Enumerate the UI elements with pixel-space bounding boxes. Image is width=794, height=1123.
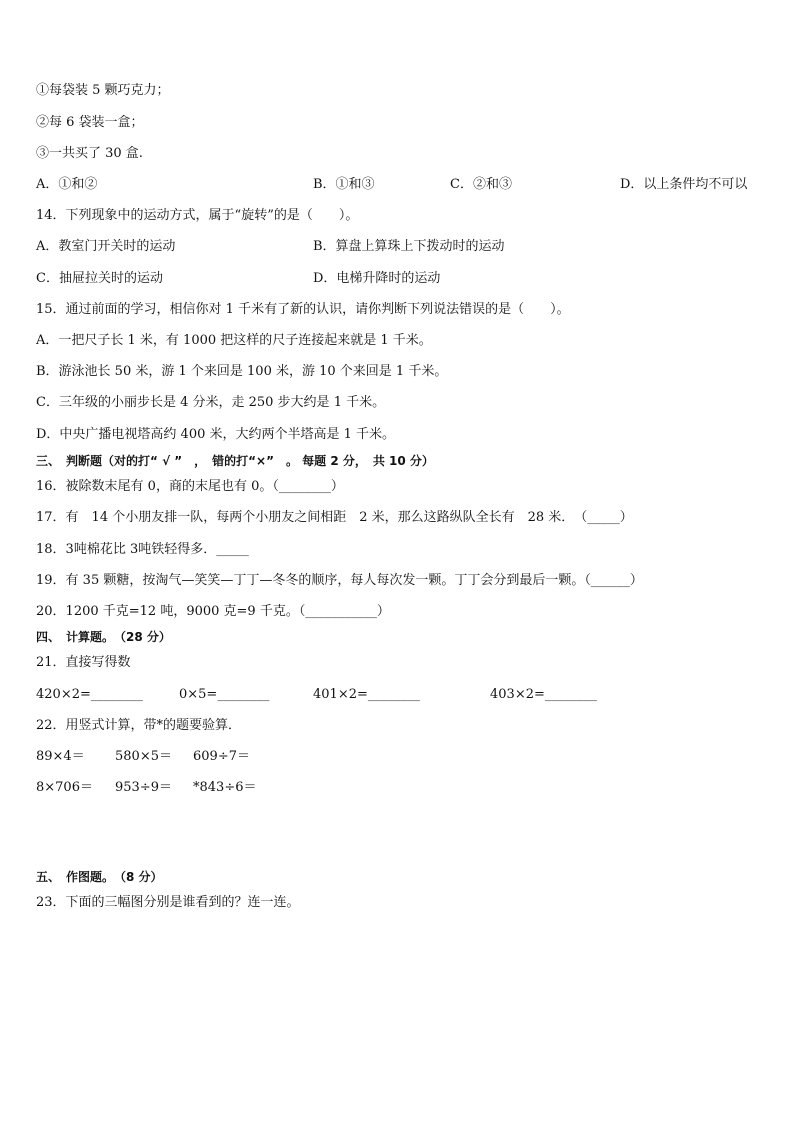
q20: 20．1200 千克=12 吨，9000 克=9 千克。（___________） bbox=[36, 604, 390, 619]
q21-item: 403×2=________ bbox=[490, 687, 597, 702]
q21-item: 420×2=________ bbox=[36, 687, 143, 702]
line-q13-cond2: ②每 6 袋装一盒； bbox=[36, 115, 144, 130]
q22-item: 953÷9＝ bbox=[115, 780, 172, 795]
q14-option-a: A．教室门开关时的运动 bbox=[36, 239, 176, 254]
q21-item: 401×2=________ bbox=[313, 687, 420, 702]
q17: 17．有 14 个小朋友排一队，每两个小朋友之间相距 2 米，那么这路纵队全长有 28 米． （_____） bbox=[36, 510, 633, 525]
q22-item: *843÷6＝ bbox=[193, 780, 257, 795]
q21-item: 0×5=________ bbox=[179, 687, 270, 702]
q13-option-b: B．①和③ bbox=[313, 177, 375, 192]
q23-stem: 23．下面的三幅图分别是谁看到的？连一连。 bbox=[36, 895, 300, 910]
line-q13-cond1: ①每袋装 5 颗巧克力； bbox=[36, 83, 170, 98]
section-3-heading: 三、 判断题（对的打“ √ ” ， 错的打“×” 。 每题 2 分， 共 10 分） bbox=[36, 454, 434, 468]
q22-item: 609÷7＝ bbox=[193, 749, 250, 764]
q14-stem: 14．下列现象中的运动方式，属于“旋转”的是（ ）。 bbox=[36, 208, 359, 223]
section-5-heading: 五、 作图题。 （8 分） bbox=[36, 870, 163, 884]
q13-option-c: C．②和③ bbox=[450, 177, 512, 192]
q15-option-a: A．一把尺子长 1 米，有 1000 把这样的尺子连接起来就是 1 千米。 bbox=[36, 333, 432, 348]
q22-item: 89×4＝ bbox=[36, 749, 85, 764]
q15-option-c: C．三年级的小丽步长是 4 分米，走 250 步大约是 1 千米。 bbox=[36, 395, 386, 410]
section-4-heading: 四、 计算题。 （28 分） bbox=[36, 630, 171, 644]
q22-stem: 22．用竖式计算，带*的题要验算． bbox=[36, 718, 242, 733]
q19: 19．有 35 颗糖，按淘气—笑笑—丁丁—冬冬的顺序，每人每次发一颗。丁丁会分到最后一颗。（______） bbox=[36, 573, 643, 588]
q15-option-d: D．中央广播电视塔高约 400 米，大约两个半塔高是 1 千米。 bbox=[36, 427, 396, 442]
q14-option-b: B．算盘上算珠上下拨动时的运动 bbox=[313, 239, 505, 254]
q15-option-b: B．游泳池长 50 米，游 1 个来回是 100 米，游 10 个来回是 1 千米。 bbox=[36, 364, 448, 379]
q21-stem: 21．直接写得数 bbox=[36, 655, 131, 670]
q14-option-c: C．抽屉拉关时的运动 bbox=[36, 271, 163, 286]
q22-item: 580×5＝ bbox=[115, 749, 172, 764]
q22-item: 8×706＝ bbox=[36, 780, 93, 795]
q16: 16．被除数末尾有 0，商的末尾也有 0。（________） bbox=[36, 479, 344, 494]
q15-stem: 15．通过前面的学习，相信你对 1 千米有了新的认识，请你判断下列说法错误的是（ ）。 bbox=[36, 302, 570, 317]
q13-option-d: D．以上条件均不可以 bbox=[620, 177, 748, 192]
q14-option-d: D．电梯升降时的运动 bbox=[313, 271, 441, 286]
q13-option-a: A．①和② bbox=[36, 177, 98, 192]
line-q13-cond3: ③一共买了 30 盒. bbox=[36, 146, 143, 161]
q18: 18．3吨棉花比 3吨铁轻得多．_____ bbox=[36, 542, 249, 557]
